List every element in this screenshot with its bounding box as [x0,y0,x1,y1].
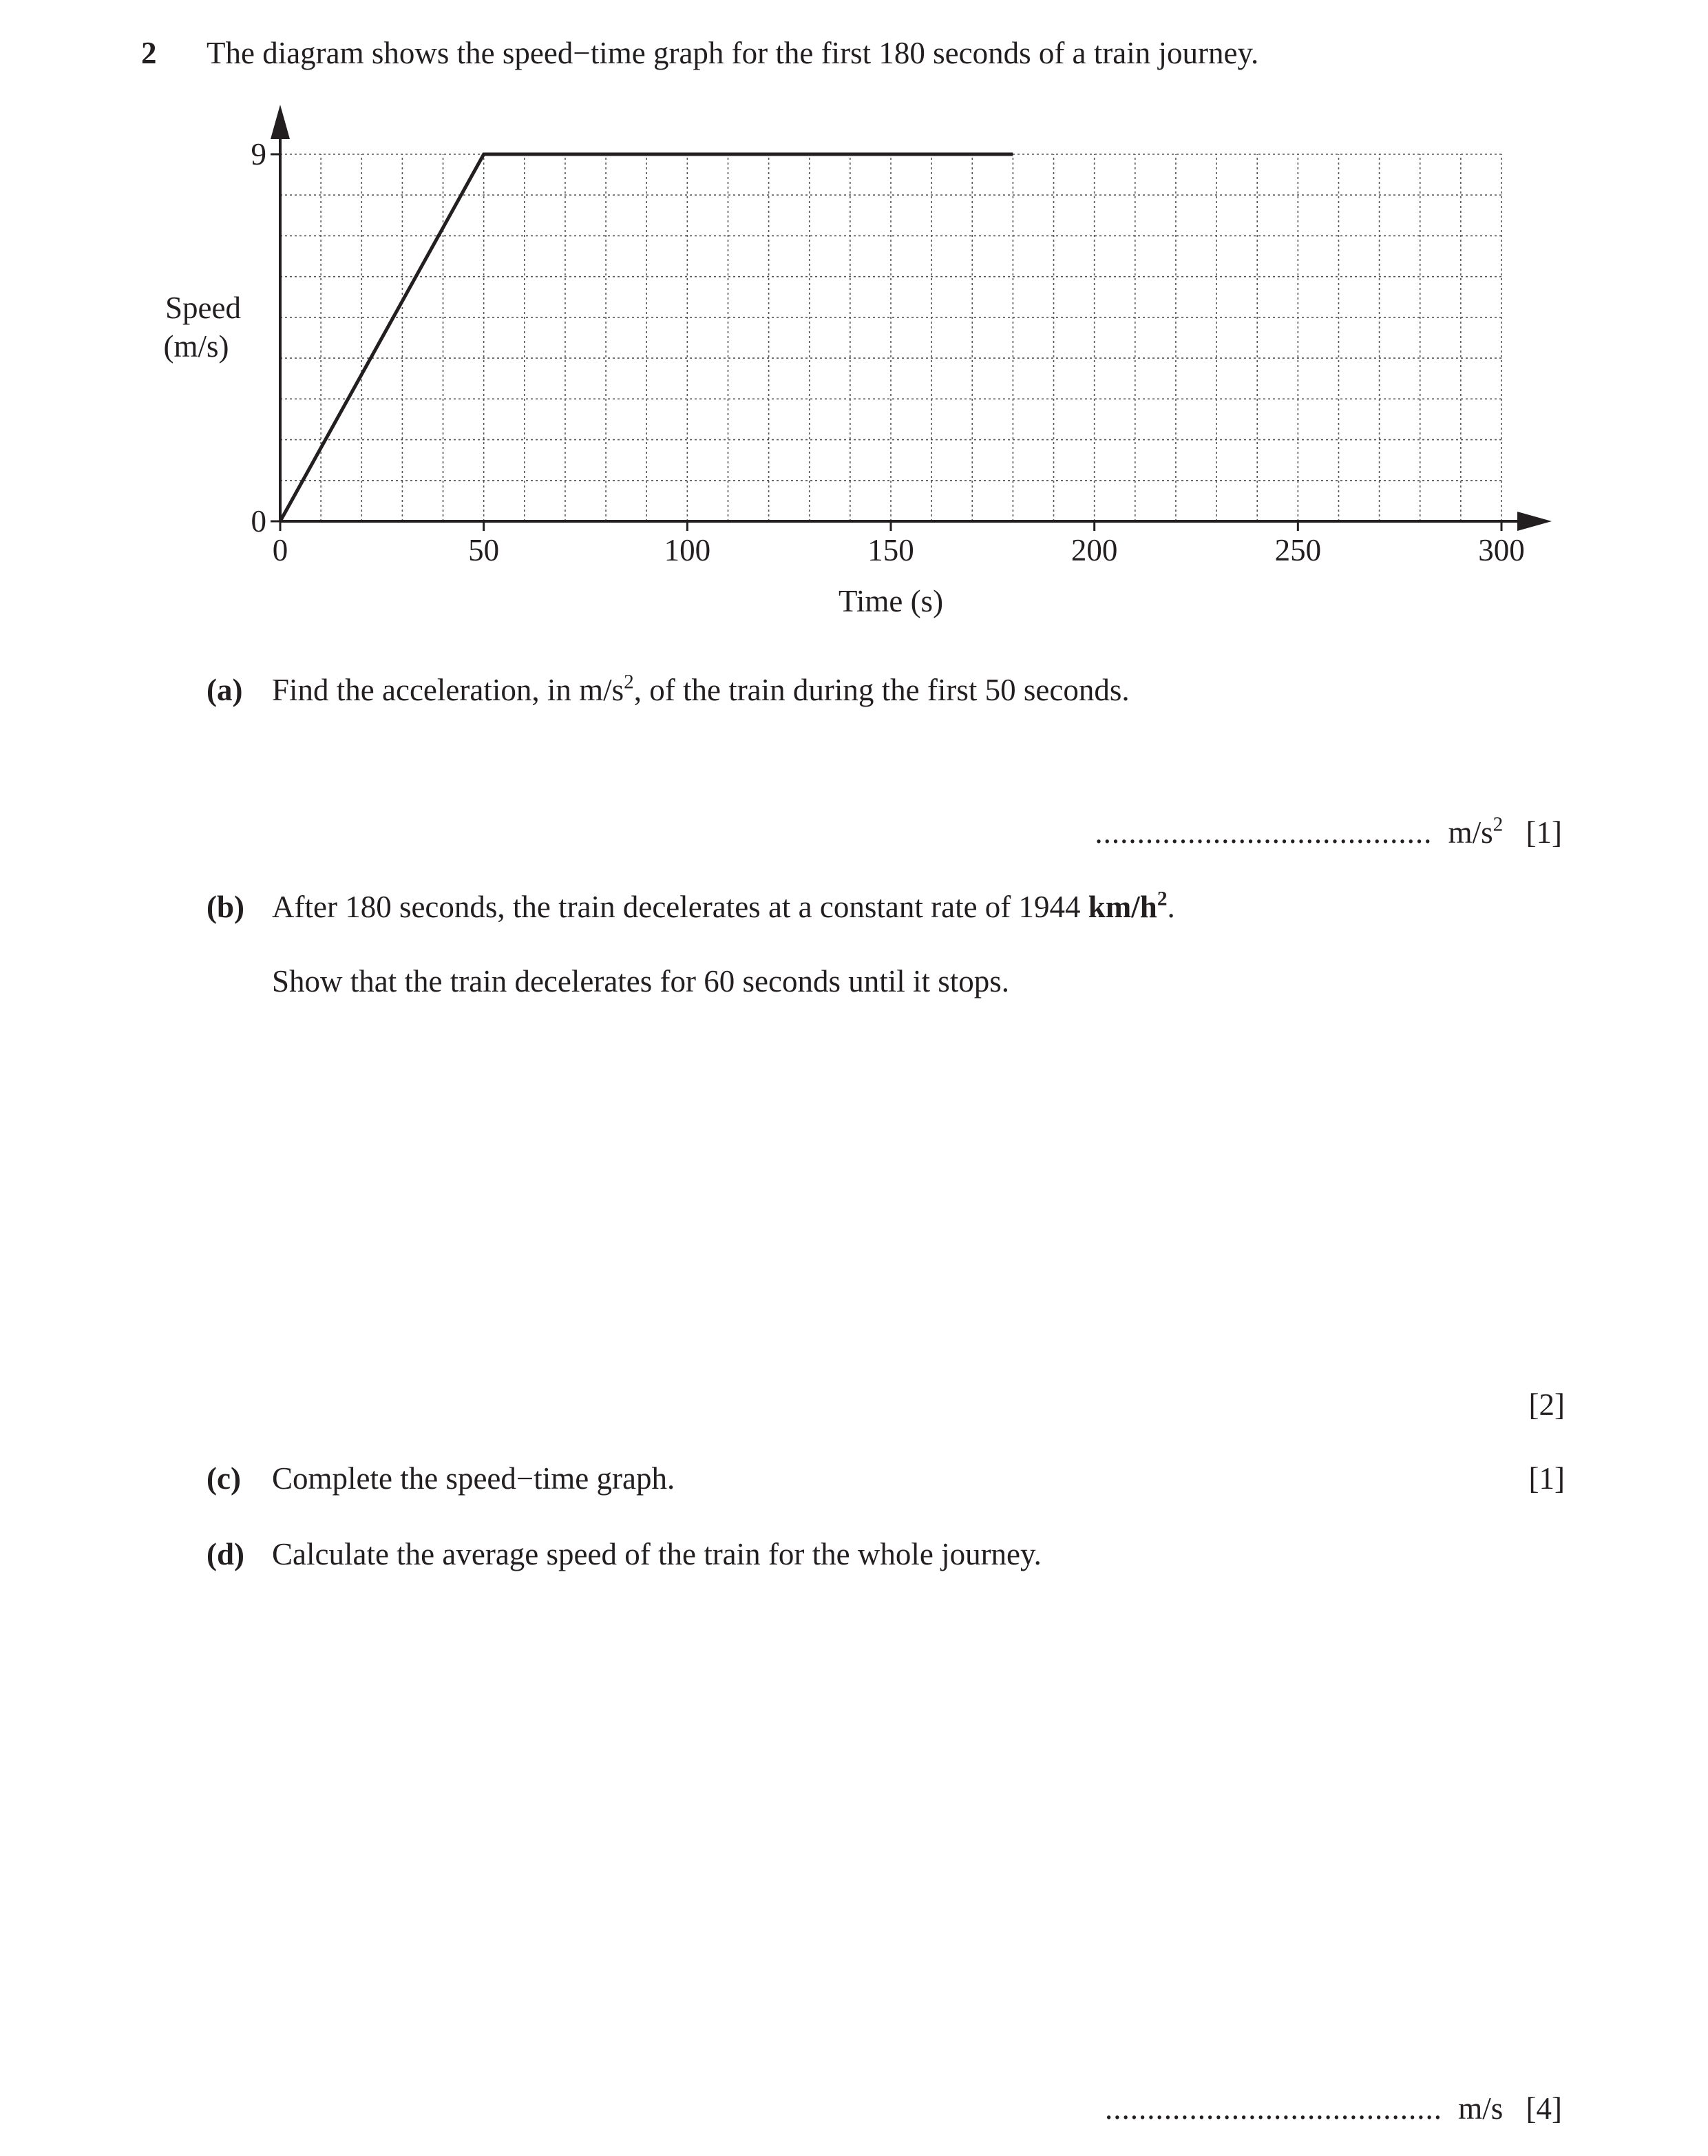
part-a-label: (a) [207,673,243,707]
part-b-line2: Show that the train decelerates for 60 seconds until it stops. [272,964,1010,998]
graph-labels [164,137,1525,618]
part-d-answer-unit: m/s [1458,2091,1504,2126]
graph-grid [280,154,1501,521]
part-a-answer-unit-sup: 2 [1493,813,1504,836]
x-axis-title: Time (s) [838,584,944,618]
graph-axes [271,105,1552,531]
part-b-label: (b) [207,890,244,924]
part-a-text-sup: 2 [624,671,634,693]
y-tick-label: 0 [251,504,266,538]
x-axis-arrowhead [1517,512,1552,531]
part-a-answer-dots: ........................................ [1095,815,1433,850]
part-d-marks: [4] [1526,2091,1562,2126]
part-b-question [272,888,1175,924]
part-a-marks: [1] [1526,815,1562,850]
y-axis-arrowhead [271,105,290,139]
x-tick-label: 100 [664,533,711,567]
x-tick-label: 200 [1071,533,1118,567]
x-tick-label: 50 [468,533,500,567]
part-b-text-bold-sup: 2 [1157,888,1168,910]
x-tick-label: 150 [867,533,914,567]
y-tick-label: 9 [251,137,266,171]
part-b-text-before: After 180 seconds, the train decelerates at a constant rate of 1944 [272,890,1081,924]
question-number: 2 [141,36,157,70]
part-b-marks: [2] [1528,1388,1565,1422]
x-tick-label: 250 [1274,533,1322,567]
part-a-text-after: , of the train during the first 50 seconds. [633,673,1130,707]
part-a-question [272,671,1130,707]
x-tick-label: 0 [272,533,288,567]
part-d-label: (d) [207,1537,244,1571]
part-a-answer-unit: m/s [1448,815,1493,850]
part-c-marks: [1] [1528,1461,1565,1496]
speed-time-graph [0,0,1708,634]
x-tick-label: 300 [1478,533,1525,567]
y-axis-title-line2: (m/s) [163,329,229,364]
y-axis-title-line1: Speed [165,291,241,325]
part-b-text-after: . [1167,890,1175,924]
part-c-label: (c) [207,1461,241,1496]
part-c-text: Complete the speed−time graph. [272,1461,675,1496]
part-d-answer-dots: ........................................ [1104,2091,1442,2126]
part-d-answer-line[interactable] [1105,2093,1562,2124]
part-a-text-before: Find the acceleration, in m/s [272,673,624,707]
part-b-text-bold: km/h [1088,890,1157,924]
part-a-answer-line[interactable] [1095,813,1562,850]
question-intro: The diagram shows the speed−time graph for the first 180 seconds of a train journey. [207,36,1259,70]
part-d-text: Calculate the average speed of the train for the whole journey. [272,1537,1042,1571]
